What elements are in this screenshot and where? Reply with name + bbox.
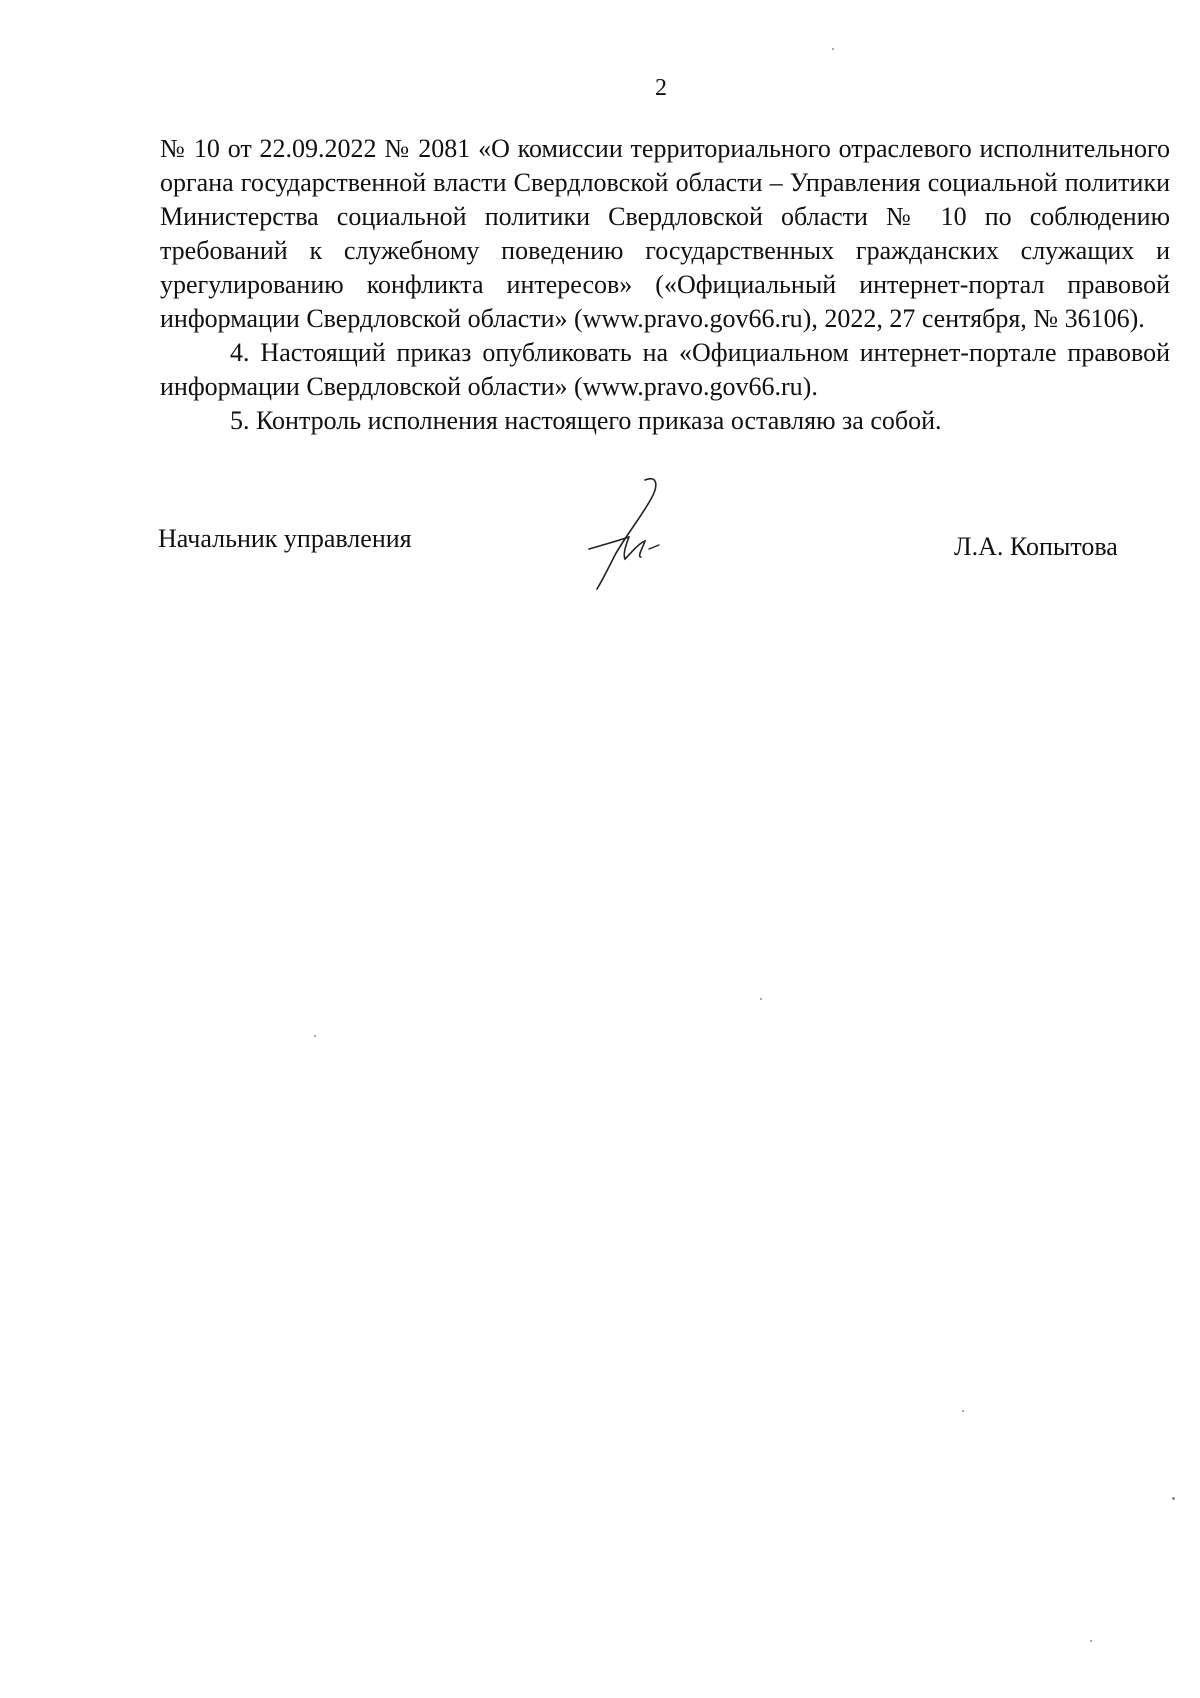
signatory-position: Начальник управления: [158, 524, 412, 553]
scan-speck: [1090, 1640, 1092, 1642]
paragraph-item-4: 4. Настоящий приказ опубликовать на «Официальном интернет-портале правовой информации Свердловской области» (www.pravo.gov66.ru).: [160, 338, 1170, 401]
scan-speck: [962, 1410, 964, 1412]
paragraph-continuation: № 10 от 22.09.2022 № 2081 «О комиссии территориального отраслевого исполнительного органа государственной власти Свердловской области – Управления социальной политики Министерства социальной политики Свердловской области № 10 по соблюдению требований к служебному поведению государственных гражданских служащих и урегулированию конфликта интересов» («Официальный интернет-портал правовой информации Свердловской области» (www.pravo.gov66.ru), 2022, 27 сентября, № 36106).: [160, 134, 1170, 333]
scan-speck: [760, 998, 762, 1000]
paragraph-item-5: 5. Контроль исполнения настоящего приказа оставляю за собой.: [230, 406, 942, 435]
document-body: [160, 132, 1170, 438]
signatory-name: Л.А. Копытова: [954, 532, 1118, 561]
handwritten-signature: [585, 475, 715, 595]
scan-speck: [1172, 1497, 1175, 1500]
scan-speck: [314, 1035, 316, 1037]
page-number: 2: [655, 75, 667, 101]
scan-speck: [832, 48, 834, 50]
